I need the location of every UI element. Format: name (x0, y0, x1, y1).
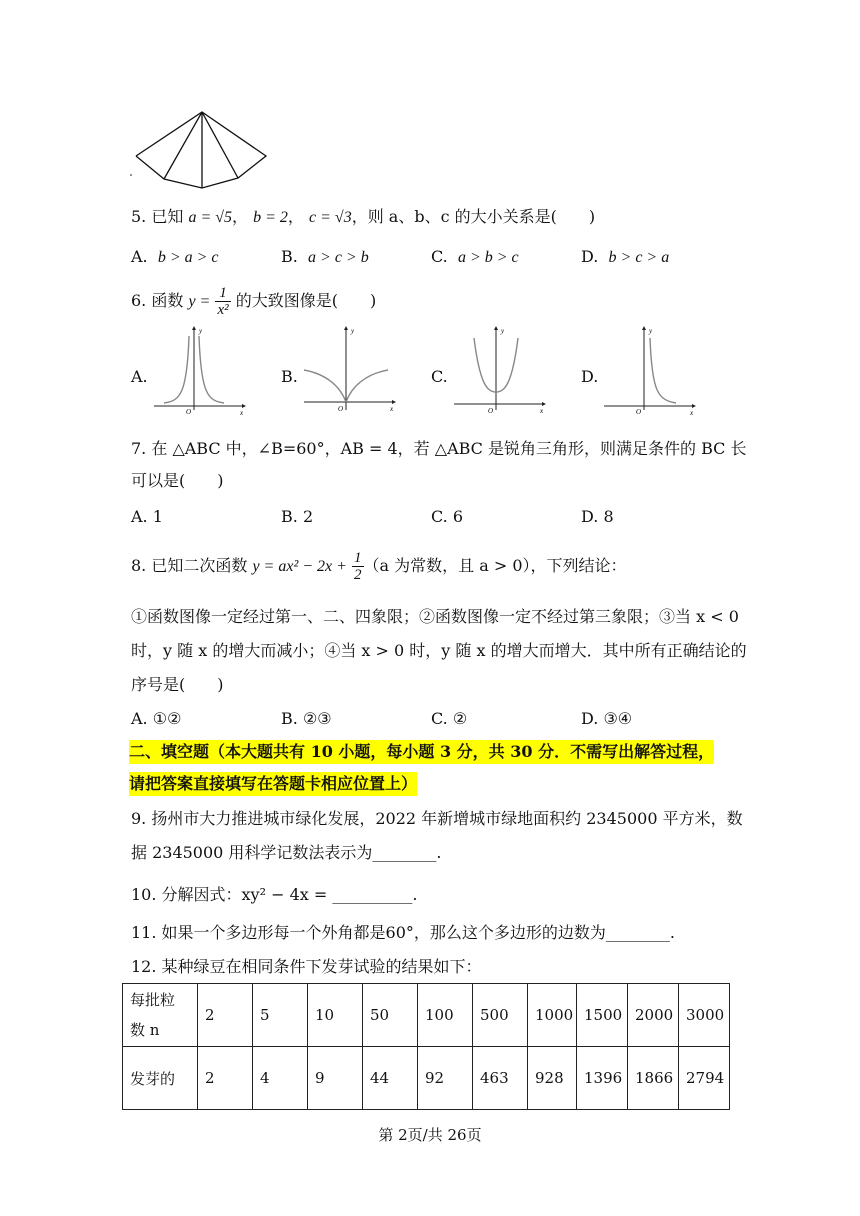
q8-statement-line3: 序号是( ) (131, 675, 224, 694)
q7-option-c[interactable]: C. 6 (431, 507, 464, 526)
table-row (123, 984, 730, 1047)
q6-option-c[interactable]: C. (431, 367, 448, 386)
table-cell: 5 (253, 984, 308, 1047)
table-cell: 1866 (628, 1047, 679, 1110)
table-cell: 500 (473, 984, 528, 1047)
graph-d[interactable] (600, 324, 700, 416)
q7-stem-line2: 可以是( ) (131, 471, 224, 490)
graph-b[interactable] (300, 324, 400, 416)
table-cell: 928 (528, 1047, 577, 1110)
q9-stem-line2: 据 2345000 用科学记数法表示为________. (131, 843, 442, 862)
table-header-cell: 发芽的 (123, 1047, 198, 1110)
table-cell: 9 (308, 1047, 363, 1110)
q5-cond-c: c = √3 (309, 209, 352, 226)
q5-cond-b: b = 2 (253, 209, 288, 226)
svg-text:y: y (649, 327, 653, 335)
table-cell: 100 (418, 984, 473, 1047)
svg-text:y: y (501, 327, 505, 335)
table-cell: 1396 (577, 1047, 628, 1110)
svg-text:x: x (690, 409, 694, 416)
q5-cond-a: a = √5 (188, 209, 233, 226)
q8-stem: 8. 已知二次函数 y = ax² − 2x + $\frac{1}{2}$ （a 为常数，且 a > 0），下列结论： (131, 550, 627, 583)
q8-statement-line1: ①函数图像一定经过第一、二、四象限；②函数图像一定不经过第三象限；③当 x < 0 (131, 607, 739, 626)
table-cell: 1000 (528, 984, 577, 1047)
table-header-cell: 每批粒 数 n (123, 984, 198, 1047)
fan-figure (126, 106, 276, 196)
table-cell: 10 (308, 984, 363, 1047)
q8-fraction: $\frac{1}{2}$ (354, 550, 362, 583)
q7-stem-line1: 7. 在 △ABC 中，∠B=60°，AB = 4，若 △ABC 是锐角三角形，则满足条件的 BC 长 (131, 439, 747, 458)
q8-option-c[interactable]: C. ② (431, 709, 468, 728)
q6-option-b[interactable]: B. (281, 367, 298, 386)
table-cell: 2794 (679, 1047, 730, 1110)
q7-option-b[interactable]: B. 2 (281, 507, 314, 526)
graph-a[interactable] (150, 324, 250, 416)
q8-statement-line2: 时，y 随 x 的增大而减小；④当 x > 0 时，y 随 x 的增大而增大．其中所有正确结论的 (131, 641, 747, 660)
table-cell: 2 (198, 984, 253, 1047)
table-cell: 2000 (628, 984, 679, 1047)
table-row (123, 1047, 730, 1110)
q5-option-d[interactable]: D. b > c > a (581, 247, 670, 266)
table-cell: 50 (363, 984, 418, 1047)
q5-stem: 5. 已知 a = √5， b = 2， c = √3，则 a、b、c 的大小关系是( ) (131, 207, 596, 226)
q5-option-c[interactable]: C. a > b > c (431, 247, 519, 266)
table-cell: 463 (473, 1047, 528, 1110)
svg-text:O: O (488, 407, 494, 415)
q7-option-a[interactable]: A. 1 (131, 507, 163, 526)
q6-option-a[interactable]: A. (131, 367, 148, 386)
table-cell: 92 (418, 1047, 473, 1110)
q8-option-a[interactable]: A. ①② (131, 709, 182, 728)
svg-text:y: y (199, 327, 203, 335)
table-cell: 2 (198, 1047, 253, 1110)
q5-option-a[interactable]: A. b > a > c (131, 247, 219, 266)
svg-text:x: x (540, 407, 544, 415)
table-cell: 1500 (577, 984, 628, 1047)
graph-c[interactable] (450, 324, 550, 416)
q6-stem: 6. 函数 y = $\frac{1}{\text{x²}}$ 的大致图像是( ) (131, 285, 377, 318)
q8-option-d[interactable]: D. ③④ (581, 709, 633, 728)
q6-fraction: $\frac{1}{\text{x²}}$ (217, 285, 229, 318)
q6-option-d[interactable]: D. (581, 367, 599, 386)
germination-table (122, 983, 730, 1110)
section2-title-line1: 二、填空题（本大题共有 10 小题，每小题 3 分，共 30 分．不需写出解答过程， (129, 740, 714, 764)
q11-stem: 11. 如果一个多边形每一个外角都是60°，那么这个多边形的边数为________. (131, 923, 675, 942)
section2-title-line2: 请把答案直接填写在答题卡相应位置上） (129, 772, 417, 796)
svg-text:x: x (240, 409, 244, 416)
q9-stem-line1: 9. 扬州市大力推进城市绿化发展，2022 年新增城市绿地面积约 2345000 平方米，数 (131, 809, 743, 828)
table-cell: 44 (363, 1047, 418, 1110)
q7-option-d[interactable]: D. 8 (581, 507, 614, 526)
svg-text:O: O (338, 405, 344, 413)
svg-text:x: x (390, 405, 394, 413)
q10-stem: 10. 分解因式：xy² − 4x = __________. (131, 885, 418, 904)
svg-text:y: y (351, 327, 355, 335)
table-cell: 4 (253, 1047, 308, 1110)
q8-option-b[interactable]: B. ②③ (281, 709, 332, 728)
svg-text:O: O (186, 408, 192, 416)
svg-text:O: O (636, 408, 642, 416)
table-cell: 3000 (679, 984, 730, 1047)
q12-stem: 12. 某种绿豆在相同条件下发芽试验的结果如下： (131, 957, 482, 976)
page-footer: 第 2页/共 26页 (378, 1126, 482, 1144)
q5-option-b[interactable]: B. a > c > b (281, 247, 369, 266)
